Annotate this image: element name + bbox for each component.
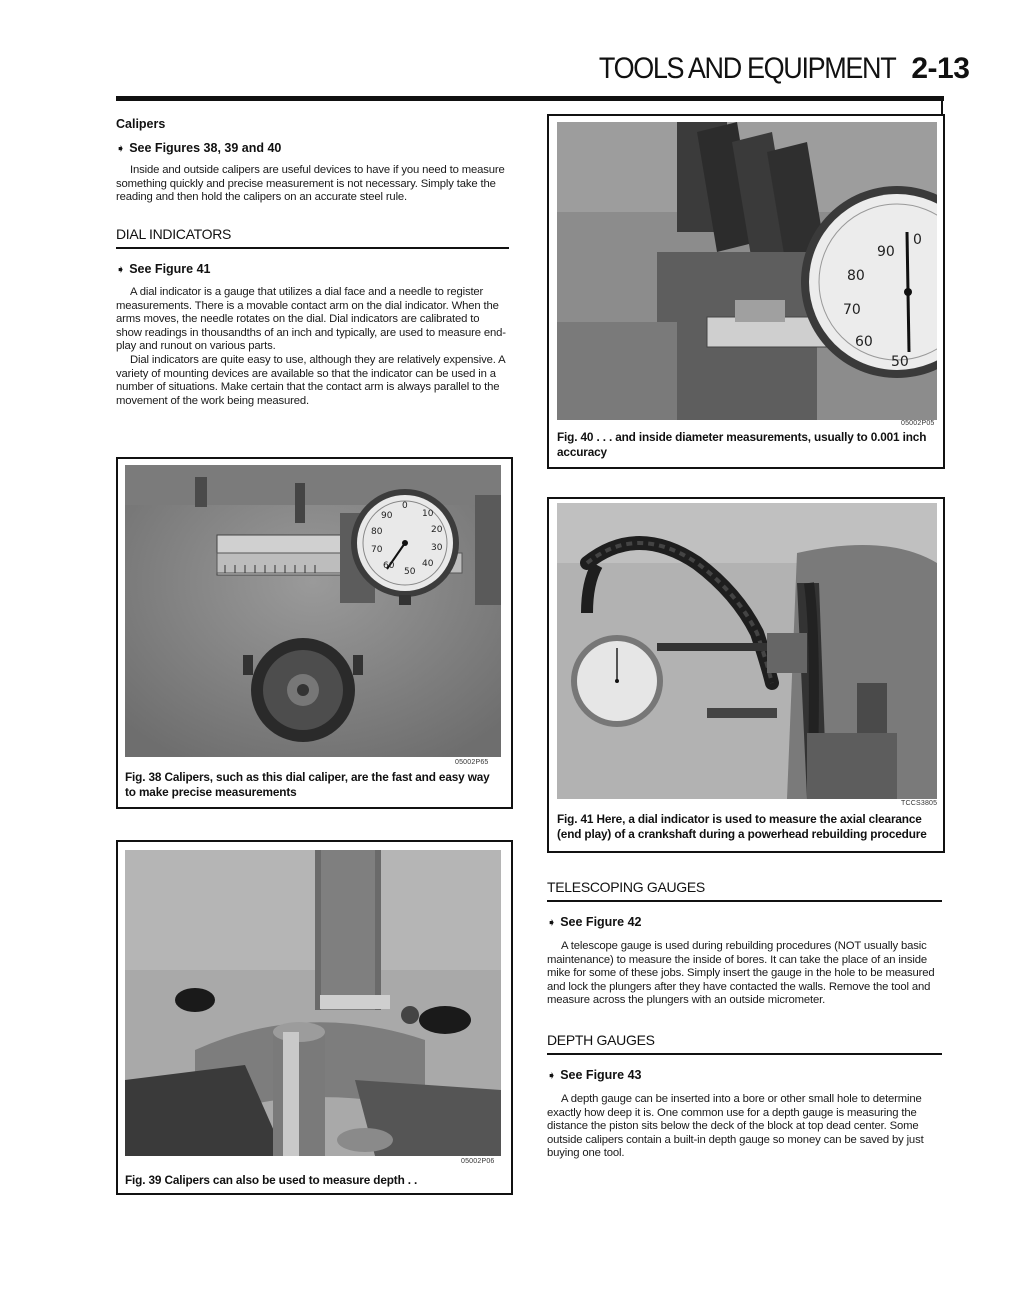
fig41-caption: Fig. 41 Here, a dial indicator is used to measure the axial clearance (end play) of a crankshaft during a powerhead rebuilding procedure (557, 812, 927, 841)
dial-number: 40 (422, 559, 434, 569)
dial-number: 0 (402, 501, 408, 511)
figure-39 (116, 840, 513, 1195)
fig40-dial-labels (557, 122, 937, 420)
dial-number: 60 (383, 561, 395, 571)
dial-indicators-body: A dial indicator is a gauge that utilizes a dial face and a needle to register measurements. There is a movable contact arm on the dial indicator. When the arms moves, the needle rotates on the dial. Dial indicators are calibrated to show readings in thousandths of an inch and typically, are used to measure end-play and runout on various parts. Dial indicators are quite easy to use, although they are relatively expensive. A variety of mounting devices are available so that the indicator can be used in a number of situations. Make certain that the contact arm is always parallel to the movement of the work being measured. (116, 286, 506, 407)
fig40-caption: Fig. 40 . . . and inside diameter measurements, usually to 0.001 inch accuracy (557, 430, 927, 459)
fig40-photo (557, 122, 937, 420)
dial-number: 70 (371, 545, 383, 555)
fig38-caption: Fig. 38 Calipers, such as this dial caliper, are the fast and easy way to make precise measurements (125, 770, 490, 799)
header-rule (116, 96, 944, 101)
fig39-code: 05002P06 (461, 1158, 495, 1165)
depth-gauges-paragraph: A depth gauge can be inserted into a bore or other small hole to determine exactly how deep it is. One common use for a depth gauge is measuring the distance the piston sits below the deck of the block at top dead center. Some outside calipers contain a built-in depth gauge so money can be saved by just buying one tool. (547, 1093, 924, 1160)
fig41-code: TCCS3805 (901, 800, 938, 807)
dial-number: 0 (913, 232, 922, 248)
dial-indicators-see-figure: ➧ See Figure 41 (116, 262, 211, 276)
dial-number: 80 (371, 527, 383, 537)
dial-indicators-heading: DIAL INDICATORS (116, 226, 509, 249)
depth-gauges-heading: DEPTH GAUGES (547, 1032, 942, 1055)
fig39-caption: Fig. 39 Calipers can also be used to measure depth . . (125, 1173, 418, 1187)
dial-number: 20 (431, 525, 443, 535)
dial-number: 10 (422, 509, 434, 519)
running-header (566, 52, 970, 96)
fig40-code: 05002P05 (901, 420, 935, 427)
telescoping-gauges-heading: TELESCOPING GAUGES (547, 879, 942, 902)
figure-41 (547, 497, 945, 853)
page-number: 2-13 (911, 52, 970, 85)
dial-number: 70 (843, 302, 861, 318)
chapter-title: TOOLS AND EQUIPMENT (598, 52, 896, 85)
dial-number: 90 (381, 511, 393, 521)
right-pointer-icon: ➧ (547, 1070, 557, 1082)
figure-38 (116, 457, 513, 809)
caliper-depth-image (125, 850, 501, 1156)
dial-number: 60 (855, 334, 873, 350)
right-pointer-icon: ➧ (116, 264, 126, 276)
fig38-code: 05002P65 (455, 759, 489, 766)
dial-number: 50 (404, 567, 416, 577)
telescoping-gauges-see-figure: ➧ See Figure 42 (547, 915, 642, 929)
right-pointer-icon: ➧ (547, 917, 557, 929)
fig38-dial-labels (125, 465, 501, 757)
calipers-heading: Calipers (116, 117, 166, 131)
dial-number: 30 (431, 543, 443, 553)
dial-number: 80 (847, 268, 865, 284)
dial-number: 90 (877, 244, 895, 260)
fig38-photo (125, 465, 501, 757)
dial-indicator-crankshaft-image (557, 503, 937, 799)
right-pointer-icon: ➧ (116, 143, 126, 155)
calipers-paragraph: Inside and outside calipers are useful devices to have if you need to measure something quickly and precise measurement is not necessary. Simply take the reading and then hold the calipers on an accurate steel rule. (116, 164, 505, 204)
depth-gauges-see-figure: ➧ See Figure 43 (547, 1068, 642, 1082)
figure-40 (547, 114, 945, 469)
fig39-photo (125, 850, 501, 1156)
telescoping-gauges-paragraph: A telescope gauge is used during rebuilding procedures (NOT usually basic maintenance) to measure the inside of bores. It can take the place of an inside mike for some of these jobs. Simply insert the gauge in the hole to be measured and lock the plungers after they have contacted the walls. Remove the tool and measure across the plungers with an outside micrometer. (547, 940, 935, 1007)
calipers-see-figures: ➧ See Figures 38, 39 and 40 (116, 141, 282, 155)
dial-number: 50 (891, 354, 909, 370)
fig41-photo (557, 503, 937, 799)
